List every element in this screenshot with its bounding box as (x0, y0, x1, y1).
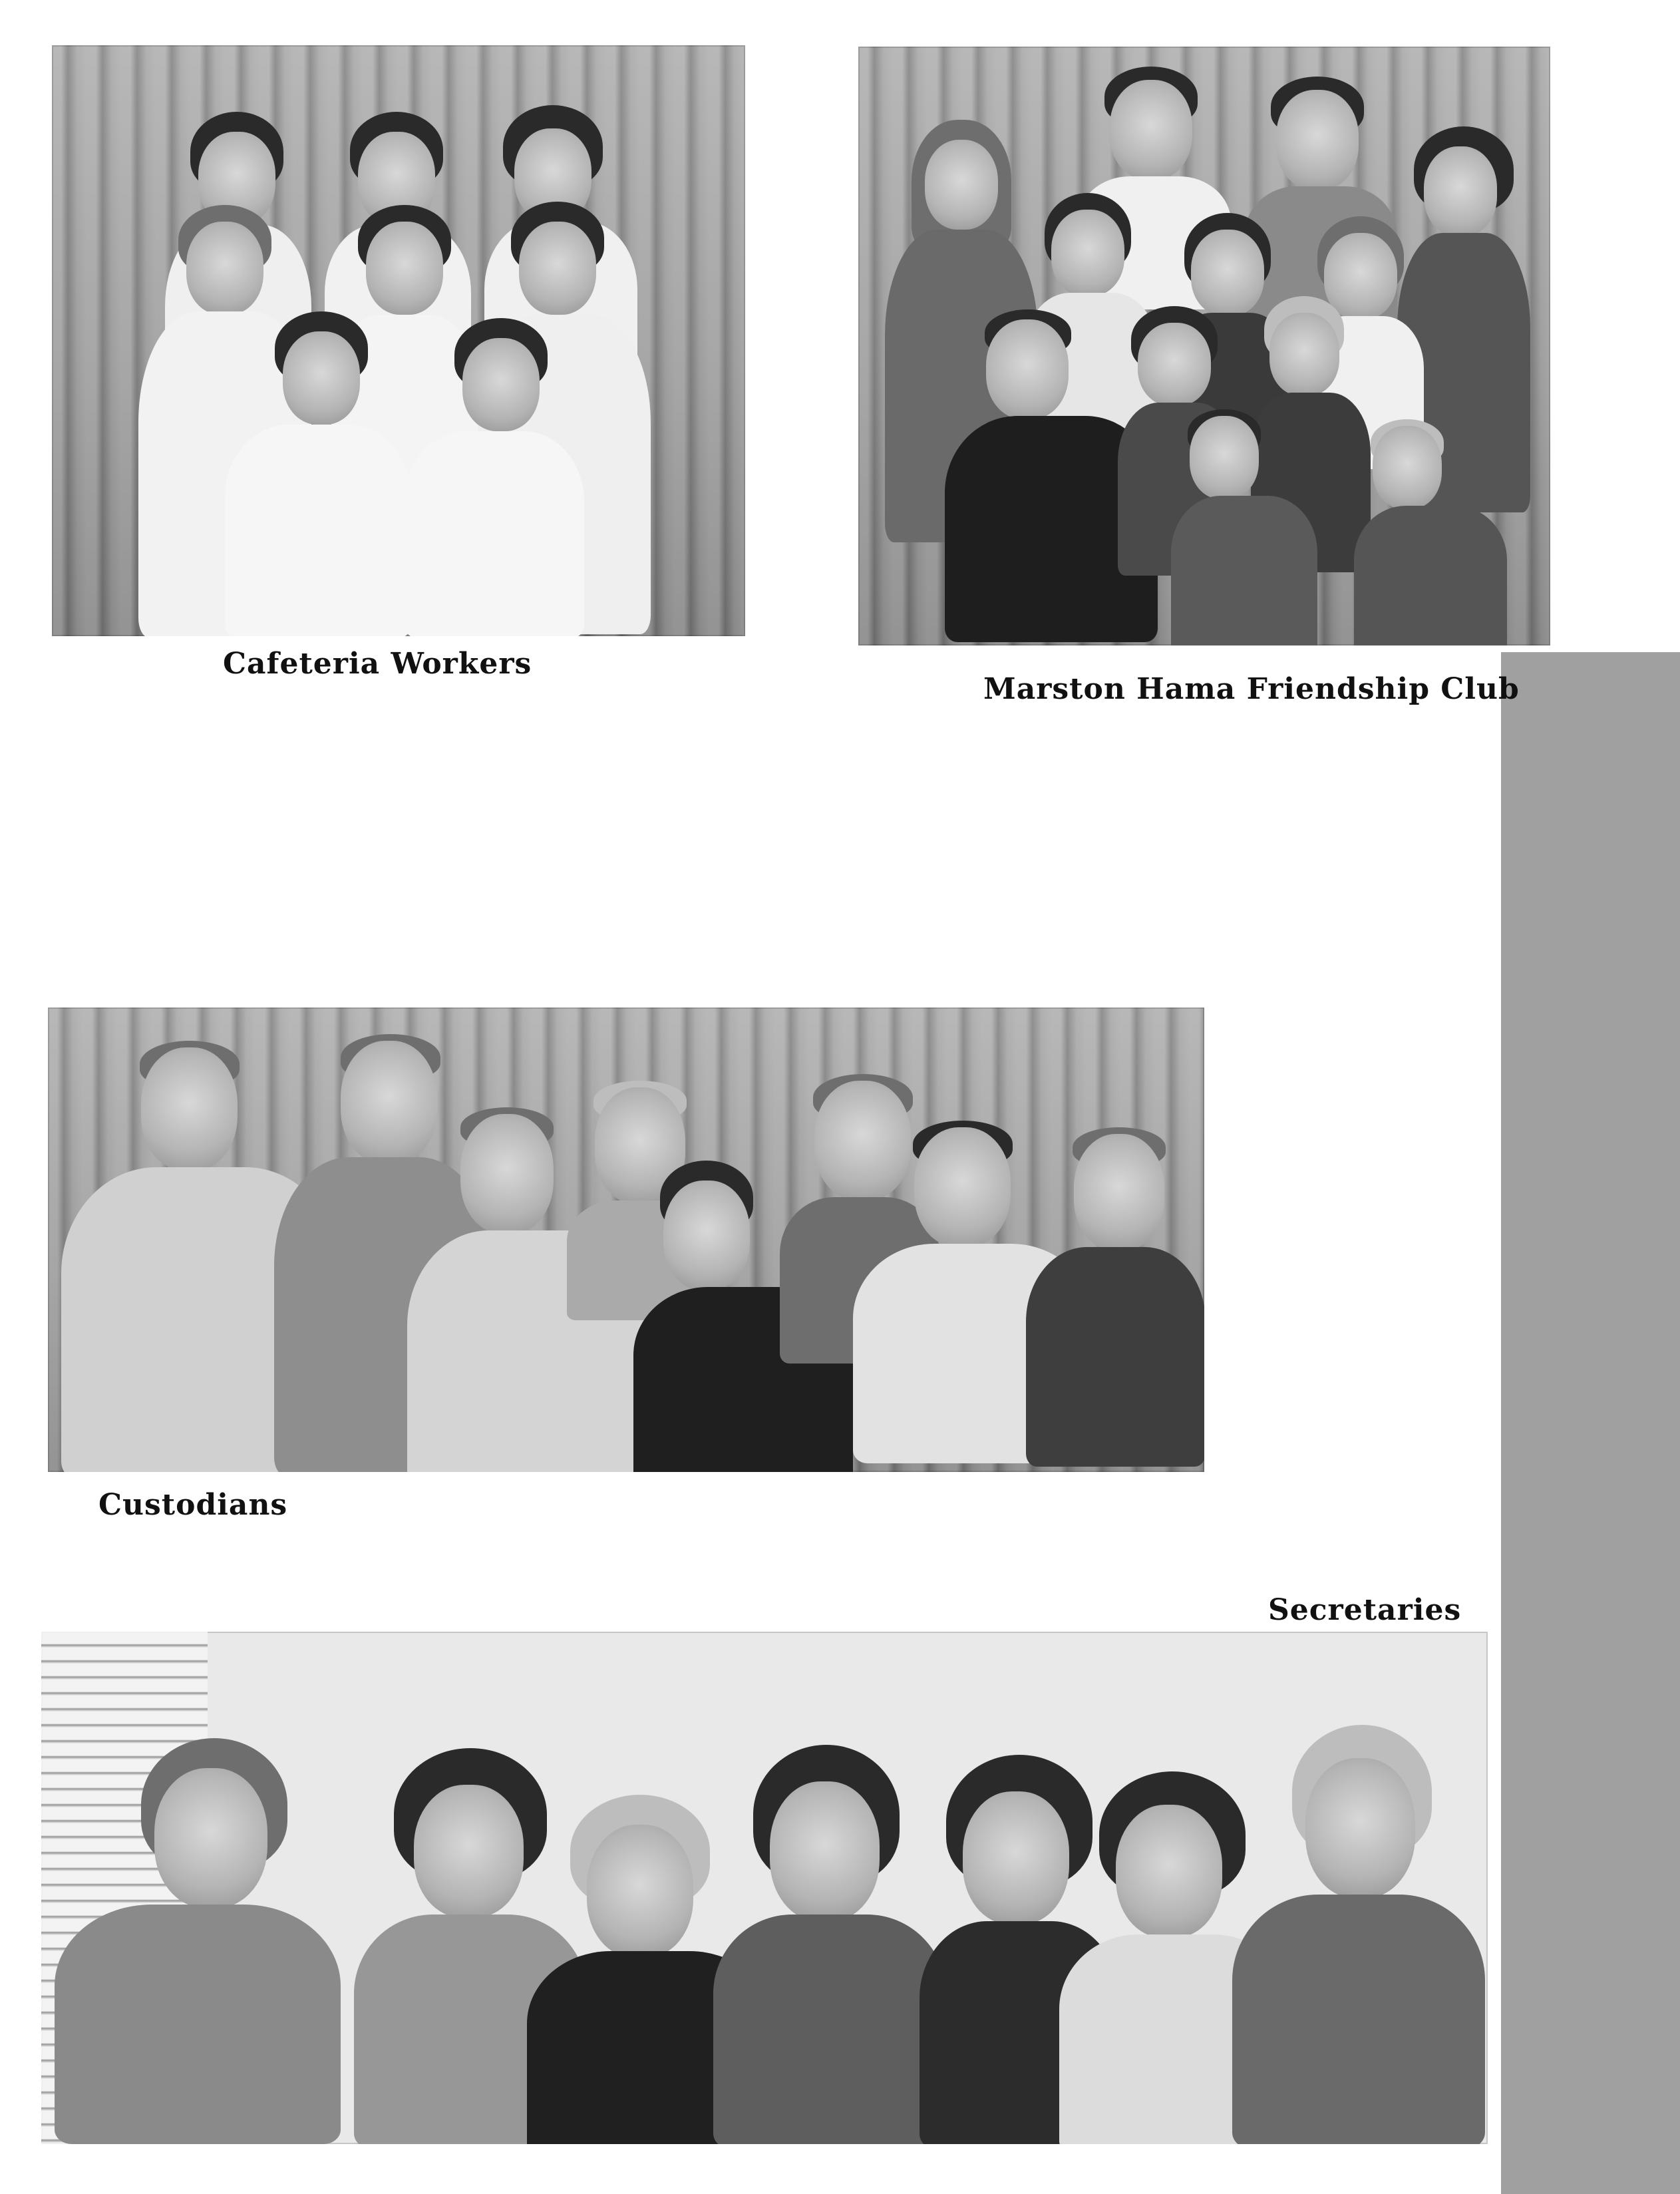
gray-sidebar-strip (1501, 652, 1680, 2194)
friendship-club-caption: Marston Hama Friendship Club (983, 672, 1520, 706)
custodians-caption: Custodians (98, 1488, 288, 1522)
cafeteria-workers-photo (52, 45, 745, 636)
cafeteria-workers-caption: Cafeteria Workers (223, 647, 532, 681)
friendship-club-photo (858, 47, 1550, 645)
secretaries-caption: Secretaries (1268, 1593, 1462, 1627)
custodians-photo (48, 1007, 1204, 1472)
secretaries-photo (41, 1632, 1488, 2144)
